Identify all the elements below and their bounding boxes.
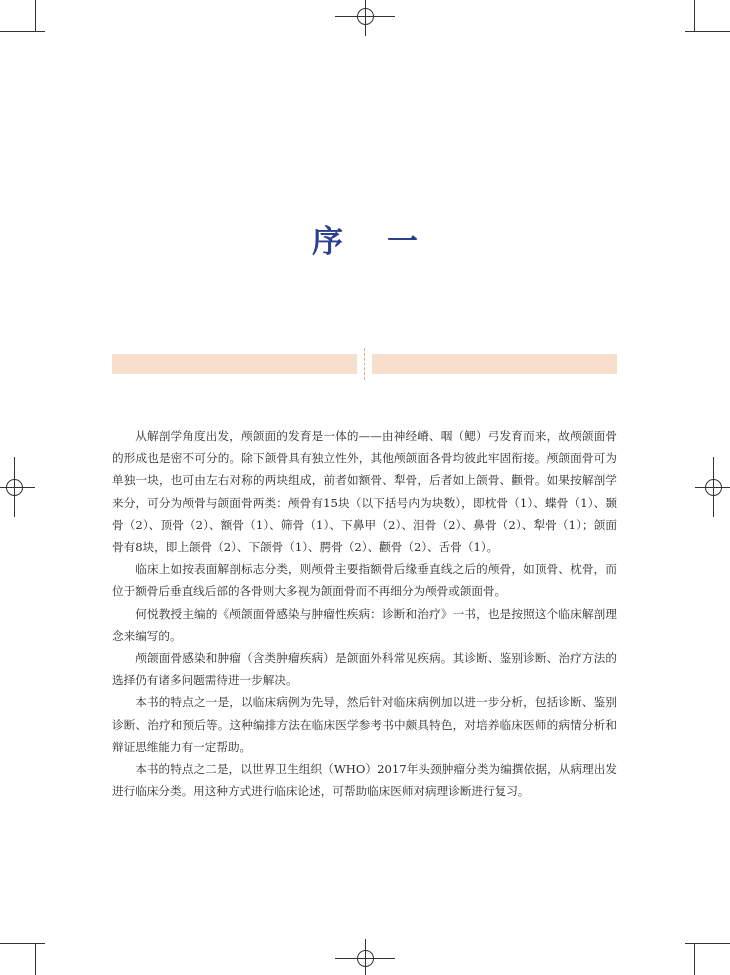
crop-mark — [0, 31, 45, 32]
paragraph: 本书的特点之一是，以临床病例为先导，然后针对临床病例加以进一步分析，包括诊断、鉴别诊断、治疗和预后等。这种编排方法在临床医学参考书中颇具特色，对培养临床医师的病情分析和辩证思维能力有一定帮助。 — [112, 695, 617, 754]
divider-band-right — [372, 354, 617, 374]
crop-mark — [694, 0, 695, 32]
crop-mark — [0, 943, 45, 944]
crop-mark — [685, 943, 730, 944]
paragraph: 何悦教授主编的《颅颌面骨感染与肿瘤性疾病：诊断和治疗》一书，也是按照这个临床解剖理念来编写的。 — [112, 606, 617, 643]
crop-mark — [35, 943, 36, 975]
paragraph: 从解剖学角度出发，颅颌面的发育是一体的——由神经嵴、咽（鳃）弓发育而来，故颅颌面骨的形成也是密不可分的。除下颌骨具有独立性外，其他颅颌面各骨均彼此牢固衔接。颅颌面骨可为单独一块，也可由左右对称的两块组成，前者如额骨、犁骨，后者如上颌骨、颧骨。如果按解剖学来分，可分为颅骨与颌面骨两类：颅骨有15块（以下括号内为块数），即枕骨（1）、蝶骨（1）、颞骨（2）、顶骨（2）、额骨（1）、筛骨（1）、下鼻甲（2）、泪骨（2）、鼻骨（2）、犁骨（1）；颌面骨有8块，即上颌骨（2）、下颌骨（1）、腭骨（2）、颧骨（2）、舌骨（1）。 — [112, 429, 617, 555]
paragraph: 临床上如按表面解剖标志分类，则颅骨主要指额骨后缘垂直线之后的颅骨，如顶骨、枕骨，而位于额骨后垂直线后部的各骨则大多视为颌面骨而不再细分为颅骨或颌面骨。 — [112, 562, 617, 599]
page-title: 序一 — [312, 224, 462, 260]
crop-mark — [694, 943, 695, 975]
divider-dash — [364, 348, 365, 380]
divider-band-left — [112, 354, 357, 374]
paragraph: 颅颌面骨感染和肿瘤（含类肿瘤疾病）是颌面外科常见疾病。其诊断、鉴别诊断、治疗方法的选择仍有诸多问题需待进一步解决。 — [112, 651, 617, 688]
crop-mark — [35, 0, 36, 32]
preface-body — [112, 425, 617, 802]
paragraph: 本书的特点之二是，以世界卫生组织（WHO）2017年头颈肿瘤分类为编撰依据，从病理出发进行临床分类。用这种方式进行临床论述，可帮助临床医师对病理诊断进行复习。 — [112, 762, 617, 799]
crop-mark — [685, 31, 730, 32]
